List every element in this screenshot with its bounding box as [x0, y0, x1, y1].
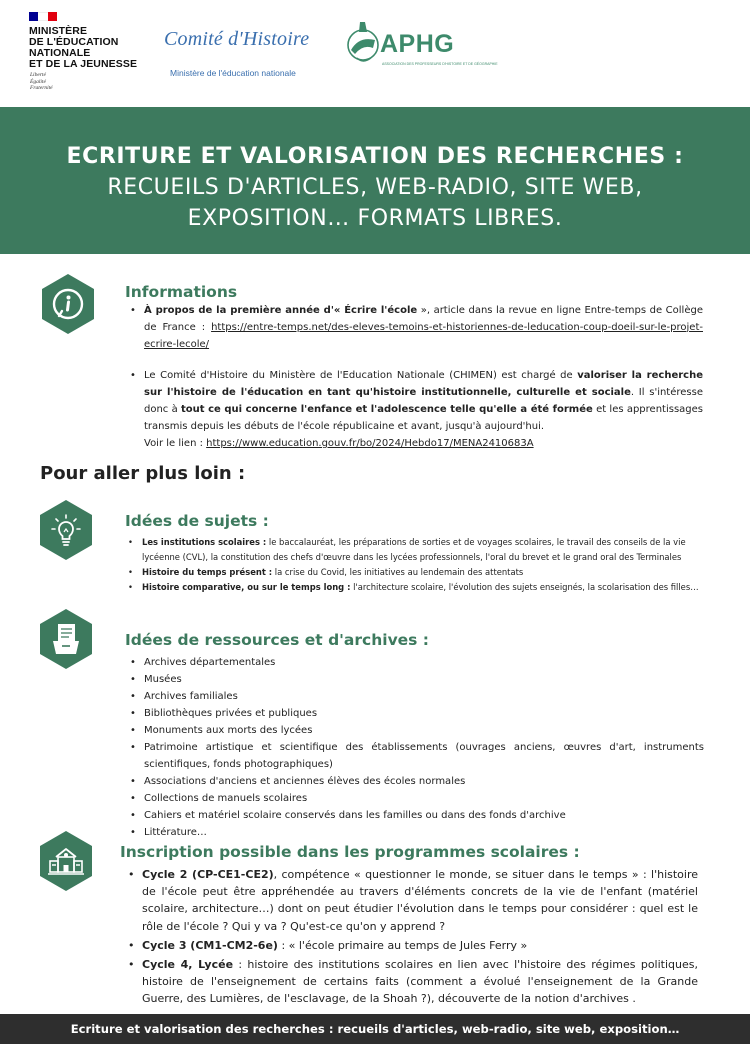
list-item: • À propos de la première année d'« Écrire l'école », article dans la revue en ligne Entre-temps de Collège de France : https://entre-temps.net/des-eleves-temoins-et-historiennes-de-leducation-coup-doeil-sur-le-projet-ecrire-lecole/ — [130, 303, 703, 353]
info-icon — [40, 273, 96, 335]
lightbulb-icon — [38, 499, 94, 561]
list-item: • Cycle 4, Lycée : histoire des institutions scolaires en lien avec l'histoire des régimes politiques, histoire de l'enseignement de certains faits (comment a évolué l'enseignement de la Grande Guerre, des Lumières, de l'esclavage, de la Shoah ?), découverte de la notion d'archives . — [128, 956, 698, 1008]
list-item: • Cycle 3 (CM1-CM2-6e) : « l'école primaire au temps de Jules Ferry » — [128, 937, 698, 954]
programmes-title: Inscription possible dans les programmes scolaires : — [120, 843, 580, 861]
republic-motto: Liberté Égalité Fraternité — [30, 72, 53, 91]
section-heading-plus-loin: Pour aller plus loin : — [40, 463, 246, 484]
list-item: • Musées — [130, 671, 704, 688]
list-item: • Le Comité d'Histoire du Ministère de l'Education Nationale (CHIMEN) est chargé de valoriser la recherche sur l'histoire de l'éducation en tant qu'histoire institutionnelle, culturelle et sociale. Il s'intéresse donc à tout ce qui concerne l'enfance et l'adolescence telle qu'elle a été formée et les apprentissages transmis depuis les débuts de l'école républicaine et avant, jusqu'à aujourd'hui. Voir le lien : https://www.education.gouv.fr/bo/2024/Hebdo17/MENA2410683A — [130, 368, 703, 452]
comite-histoire-subtitle: Ministère de l'éducation nationale — [170, 68, 296, 78]
list-item: • Associations d'anciens et anciennes élèves des écoles normales — [130, 773, 704, 790]
french-flag-icon — [29, 12, 57, 21]
ressources-title: Idées de ressources et d'archives : — [125, 631, 430, 649]
list-item: • Histoire du temps présent : la crise du Covid, les initiatives au lendemain des attentats — [128, 565, 704, 580]
banner-title-line3: EXPOSITION… FORMATS LIBRES. — [187, 206, 563, 231]
programmes-list — [128, 866, 698, 1010]
list-item: • Patrimoine artistique et scientifique des établissements (ouvrages anciens, œuvres d'art, instruments scientifiques, fonds photographiques) — [130, 739, 704, 773]
logo-strip — [0, 0, 750, 106]
informations-title: Informations — [125, 283, 238, 301]
list-item: • Les institutions scolaires : le baccalauréat, les préparations de sorties et de voyages scolaires, le travail des conseils de la vie lycéenne (CVL), la constitution des chefs d'œuvre dans les lycées professionnels, l'oral du brevet et le grand oral des Terminales — [128, 535, 704, 565]
title-banner — [0, 107, 750, 254]
archive-folder-icon — [38, 608, 94, 670]
comite-histoire-logo: Comité d'Histoire — [164, 28, 310, 50]
list-item: • Archives départementales — [130, 654, 704, 671]
informations-list — [130, 303, 703, 467]
entre-temps-article-link[interactable]: https://entre-temps.net/des-eleves-temoins-et-historiennes-de-leducation-coup-doeil-sur-le-projet-ecrire-lecole/ — [144, 321, 703, 350]
footer-bar: Ecriture et valorisation des recherches : recueils d'articles, web-radio, site web, exposition… — [0, 1014, 750, 1044]
school-building-icon — [38, 830, 94, 892]
ressources-list — [130, 654, 704, 841]
sujets-title: Idées de sujets : — [125, 512, 269, 530]
aphg-logo-text: APHG — [380, 30, 455, 58]
aphg-subtitle: ASSOCIATION DES PROFESSEURS D'HISTOIRE ET DE GÉOGRAPHIE — [382, 62, 498, 66]
banner-title-line2: RECUEILS D'ARTICLES, WEB-RADIO, SITE WEB, — [107, 175, 643, 200]
list-item: • Cahiers et matériel scolaire conservés dans les familles ou dans des fonds d'archive — [130, 807, 704, 824]
list-item: • Littérature… — [130, 824, 704, 841]
ministry-name: MINISTÈRE DE L'ÉDUCATION NATIONALE ET DE LA JEUNESSE — [29, 25, 138, 70]
sujets-list — [128, 535, 704, 595]
list-item: • Archives familiales — [130, 688, 704, 705]
aphg-emblem-icon — [345, 18, 381, 72]
bulletin-officiel-link[interactable]: https://www.education.gouv.fr/bo/2024/Hebdo17/MENA2410683A — [206, 437, 534, 449]
list-item: • Collections de manuels scolaires — [130, 790, 704, 807]
list-item: • Monuments aux morts des lycées — [130, 722, 704, 739]
banner-title-line1: ECRITURE ET VALORISATION DES RECHERCHES : — [66, 144, 684, 169]
marianne-logo — [29, 12, 57, 21]
list-item: • Histoire comparative, ou sur le temps long : l'architecture scolaire, l'évolution des sujets enseignés, la scolarisation des filles… — [128, 580, 704, 595]
list-item: • Cycle 2 (CP-CE1-CE2), compétence « questionner le monde, se situer dans le temps » : l'histoire de l'école peut être appréhendée au travers d'éléments concrets de la vie de l'enfant (matériel scolaire, architecture…) dont on peut étudier l'évolution dans le temps pour considérer : quel est le rôle de l'école ? Qui y va ? Qu'est-ce qu'on y apprend ? — [128, 866, 698, 935]
list-item: • Bibliothèques privées et publiques — [130, 705, 704, 722]
